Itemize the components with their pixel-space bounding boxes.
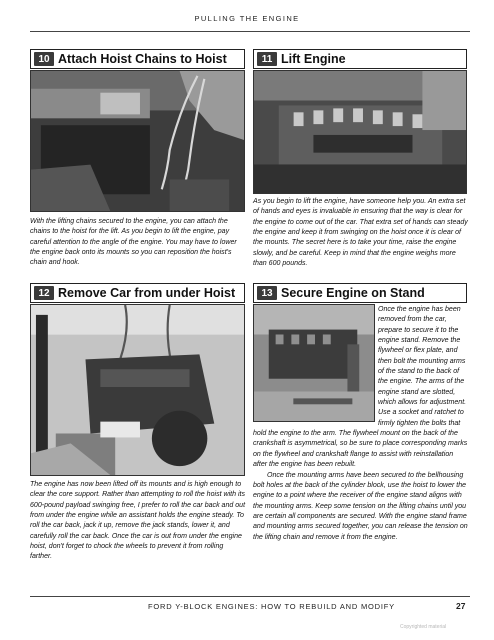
footer [0,600,494,614]
caption-paragraph-1 [253,305,469,471]
caption-text: Once the engine has been removed from the car, prepare to secure it to the engine stand. Remove the flywheel or flex plate, and then bolt the mounting arms of the stand to the back of the engine. The arms of the engine stand are slotted, which allows for adjustment. Use a socket and ratchet to firmly tighten the bolts that hold the engine to the arm. The flywheel mount on the back of the crankshaft is asymmetrical, so be sure to place corresponding marks on the flywheel and crankshaft flange to assist with reinstallation after the engine has been rebuilt. [253,306,468,469]
book-title: FORD Y-BLOCK ENGINES: HOW TO REBUILD AND MODIFY [148,602,395,611]
header-rule [30,31,470,32]
caption-paragraph: As you begin to lift the engine, have someone help you. An extra set of hands and eyes is invaluable in ensuring that the way is clear for the engine to come out of the car. That extra set of hands can steady the engine and keep it from swinging on the hoist once it is clear of the mounts. The secret here is to take your time, raise the engine slowly, and be careful. Keep in mind that the engine weighs more than 600 pounds. [253,198,468,268]
step-11-heading [253,49,467,69]
footer-rule [30,596,470,597]
step-number: 13 [257,286,277,300]
step-title: Secure Engine on Stand [281,286,425,300]
step-10-photo [30,70,245,212]
step-12-caption [30,480,246,563]
running-head: PULLING THE ENGINE [194,14,300,23]
caption-float-spacer [253,305,378,422]
step-13-caption-wrap [253,305,469,543]
step-number: 10 [34,52,54,66]
caption-paragraph-2: Once the mounting arms have been secured to the bellhousing bolt holes at the back of the cylinder block, use the hoist to lower the engine to a point where the receiver of the engine stand aligns with the mounting arms. Keep some tension on the lifting chains until you are certain all components are secured. With the engine stand frame and mounting arms secured together, you can release the tension on the lifting chain and remove it from the engine. [253,471,468,541]
step-number: 11 [257,52,277,66]
step-11-caption [253,197,469,269]
step-13-heading [253,283,467,303]
step-12-photo [30,304,245,476]
step-12-heading [30,283,245,303]
step-title: Lift Engine [281,52,346,66]
step-title: Remove Car from under Hoist [58,286,236,300]
step-title: Attach Hoist Chains to Hoist [58,52,227,66]
step-number: 12 [34,286,54,300]
step-10-caption [30,217,246,269]
copyright-watermark: Copyrighted material [400,624,447,630]
step-10-heading [30,49,245,69]
caption-paragraph: The engine has now been lifted off its mounts and is high enough to clear the core support. Rather than attempting to roll the hoist with its 600-pound payload swinging free, I prefer to roll the car back and out from under the engine while an assistant holds the engine steady. To roll the car back, jack it up, remove the jack stands, lower it, and carefully roll the car back. Once the car is out from under the engine hoist, don't forget to chock the wheels to prevent it from rolling farther. [30,481,246,561]
caption-paragraph: With the lifting chains secured to the engine, you can attach the chains to the hoist for the lift. As you begin to lift the engine, pay careful attention to the angle of the engine. You may have to lower the engine back onto its mounts so you can reposition the hoist's chain and hook. [30,218,237,267]
page-number: 27 [456,601,466,611]
step-11-photo [253,70,467,194]
